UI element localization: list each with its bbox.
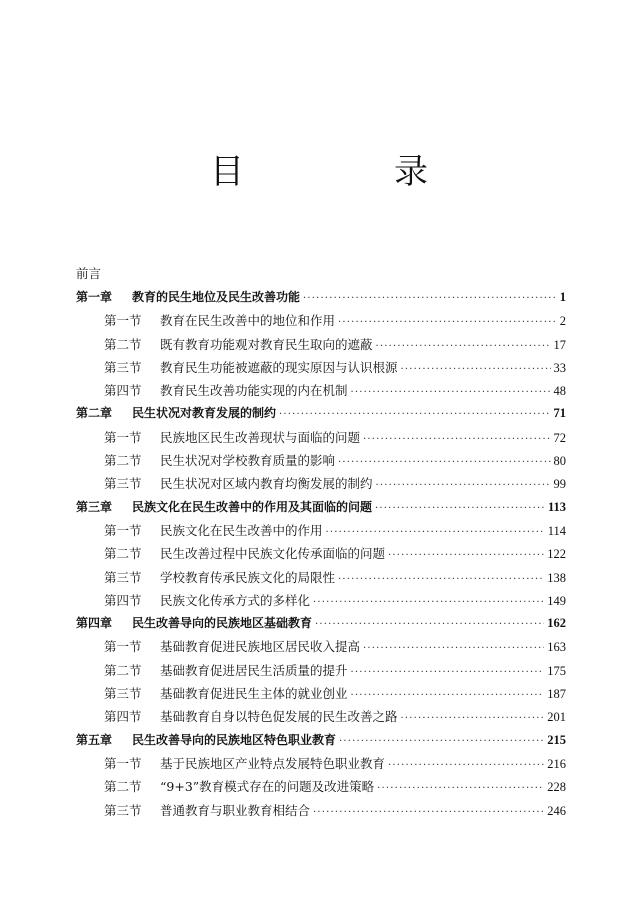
toc-section-row[interactable]: [76, 659, 566, 682]
toc-leader-dots: [377, 777, 544, 800]
toc-page-number: 215: [547, 732, 566, 747]
toc-entry-number: 第一节: [104, 755, 142, 771]
toc-entry-title: 教育的民生地位及民生改善功能: [132, 290, 301, 304]
toc-leader-dots: [303, 287, 557, 310]
toc-page-number: 122: [547, 547, 566, 562]
toc-page-number: 228: [547, 780, 566, 795]
toc-entry-number: 第四节: [104, 383, 142, 399]
toc-entry-number: 第一节: [104, 522, 142, 538]
toc-section-row[interactable]: [76, 566, 566, 589]
toc-leader-dots: [363, 637, 544, 660]
toc-leader-dots: [376, 474, 551, 497]
page-title: 目 录: [210, 152, 486, 192]
toc-entry-title: 普通教育与职业教育相结合: [160, 802, 311, 818]
toc-section-row[interactable]: [76, 333, 566, 356]
toc-section-row[interactable]: [76, 635, 566, 658]
toc-entry-number: 第三节: [104, 686, 142, 702]
toc-entry-title: 学校教育传承民族文化的局限性: [160, 569, 336, 585]
toc-section-row[interactable]: [76, 449, 566, 472]
toc-page-number: 163: [547, 640, 566, 655]
toc-leader-dots: [313, 591, 544, 614]
toc-chapter-row[interactable]: [76, 496, 566, 519]
toc-entry-number: 第一章: [76, 290, 113, 304]
toc-entry-title: 基础教育促进民族地区居民收入提高: [160, 639, 361, 655]
toc-chapter-row[interactable]: [76, 402, 566, 425]
toc-page-number: 2: [559, 314, 566, 329]
toc-leader-dots: [376, 335, 551, 358]
toc-entry-number: 第四节: [104, 592, 142, 608]
toc-entry-number: 第三节: [104, 476, 142, 492]
toc-page-number: 138: [547, 570, 566, 585]
toc-entry-number: 第二节: [104, 662, 142, 678]
toc-section-row[interactable]: [76, 705, 566, 728]
toc-section-row[interactable]: [76, 775, 566, 798]
toc-leader-dots: [338, 568, 544, 591]
toc-leader-dots: [338, 311, 557, 334]
toc-page-number: 162: [547, 616, 566, 631]
toc-entry-title: 民生改善导向的民族地区特色职业教育: [132, 732, 337, 747]
toc-section-row[interactable]: [76, 542, 566, 565]
toc-entry-number: 第五章: [76, 732, 113, 747]
toc-page-number: 33: [553, 360, 566, 375]
toc-entry-number: 第四章: [76, 616, 113, 631]
toc-page-number: 71: [553, 406, 566, 421]
toc-entry-number: 第二节: [104, 336, 142, 352]
toc-section-row[interactable]: [76, 356, 566, 379]
toc-leader-dots: [315, 613, 544, 636]
toc-page-number: 149: [547, 593, 566, 608]
toc-entry-number: 第二章: [76, 406, 113, 421]
toc-entry-title: 既有教育功能观对教育民生取向的遮蔽: [160, 336, 373, 352]
toc-chapter-row[interactable]: [76, 612, 566, 635]
toc-leader-dots: [388, 544, 544, 567]
toc-entry-title: 民生状况对教育发展的制约: [132, 406, 277, 421]
toc-entry-title: 民生状况对学校教育质量的影响: [160, 453, 336, 469]
toc-leader-dots: [363, 428, 550, 451]
toc-page-number: 175: [547, 663, 566, 678]
toc-entry-title: 教育民生改善功能实现的内在机制: [160, 383, 348, 399]
toc-leader-dots: [313, 801, 544, 824]
toc-leader-dots: [279, 403, 550, 426]
toc-leader-dots: [326, 521, 545, 544]
toc-entry-number: 第三节: [104, 802, 142, 818]
toc-entry-title: 民生改善过程中民族文化传承面临的问题: [160, 546, 386, 562]
toc-section-row[interactable]: [76, 379, 566, 402]
toc-section-row[interactable]: [76, 589, 566, 612]
toc-page-number: 114: [547, 523, 566, 538]
toc-leader-dots: [351, 661, 545, 684]
toc-section-row[interactable]: [76, 682, 566, 705]
toc-page-number: 17: [553, 337, 566, 352]
toc-leader-dots: [338, 451, 550, 474]
toc-page-number: 246: [547, 803, 566, 818]
toc-entry-title: “9+3”教育模式存在的问题及改进策略: [160, 779, 375, 795]
toc-entry-number: 第二节: [104, 779, 142, 795]
toc-entry-title: 基础教育促进民生主体的就业创业: [160, 686, 348, 702]
toc-entry-title: 教育在民生改善中的地位和作用: [160, 313, 336, 329]
toc-leader-dots: [351, 381, 551, 404]
toc-chapter-row[interactable]: [76, 729, 566, 752]
toc-entry-title: 教育民生功能被遮蔽的现实原因与认识根源: [160, 359, 398, 375]
toc-entry-title: 民族文化在民生改善中的作用: [160, 522, 323, 538]
toc-section-row[interactable]: [76, 799, 566, 822]
toc-preface[interactable]: 前言: [76, 266, 102, 281]
toc-entry-title: 民族文化传承方式的多样化: [160, 592, 311, 608]
toc-page-number: 216: [547, 756, 566, 771]
toc-leader-dots: [388, 754, 544, 777]
toc-entry-number: 第三章: [76, 499, 113, 514]
toc-page-number: 201: [547, 710, 566, 725]
toc-entry-title: 民族文化在民生改善中的作用及其面临的问题: [132, 499, 373, 514]
toc-entry-number: 第一节: [104, 639, 142, 655]
toc-entry-number: 第二节: [104, 546, 142, 562]
toc-entry-number: 第三节: [104, 359, 142, 375]
toc-section-row[interactable]: [76, 752, 566, 775]
toc-entry-title: 基于民族地区产业特点发展特色职业教育: [160, 755, 386, 771]
toc-entry-number: 第一节: [104, 313, 142, 329]
toc-page-number: 80: [553, 454, 566, 469]
toc-section-row[interactable]: [76, 309, 566, 332]
toc-leader-dots: [375, 497, 545, 520]
toc-page-number: 1: [559, 290, 566, 304]
toc-leader-dots: [401, 707, 545, 730]
toc-entry-number: 第二节: [104, 453, 142, 469]
toc-page-number: 187: [547, 687, 566, 702]
table-of-contents: [76, 262, 566, 822]
toc-page-number: 113: [547, 499, 566, 514]
toc-entry-number: 第三节: [104, 569, 142, 585]
toc-page-number: 72: [553, 430, 566, 445]
toc-entry-number: 第四节: [104, 709, 142, 725]
toc-page-number: 99: [553, 477, 566, 492]
toc-section-row[interactable]: [76, 472, 566, 495]
toc-page-number: 48: [553, 384, 566, 399]
toc-leader-dots: [339, 730, 544, 753]
toc-entry-title: 民生状况对区域内教育均衡发展的制约: [160, 476, 373, 492]
toc-section-row[interactable]: [76, 519, 566, 542]
toc-chapter-row[interactable]: [76, 286, 566, 309]
toc-section-row[interactable]: [76, 426, 566, 449]
toc-entry-number: 第一节: [104, 429, 142, 445]
toc-entry-title: 民族地区民生改善现状与面临的问题: [160, 429, 361, 445]
toc-entry-title: 基础教育自身以特色促发展的民生改善之路: [160, 709, 398, 725]
toc-leader-dots: [351, 684, 545, 707]
toc-leader-dots: [401, 358, 551, 381]
toc-entry-title: 民生改善导向的民族地区基础教育: [132, 616, 313, 631]
toc-entry-title: 基础教育促进居民生活质量的提升: [160, 662, 348, 678]
